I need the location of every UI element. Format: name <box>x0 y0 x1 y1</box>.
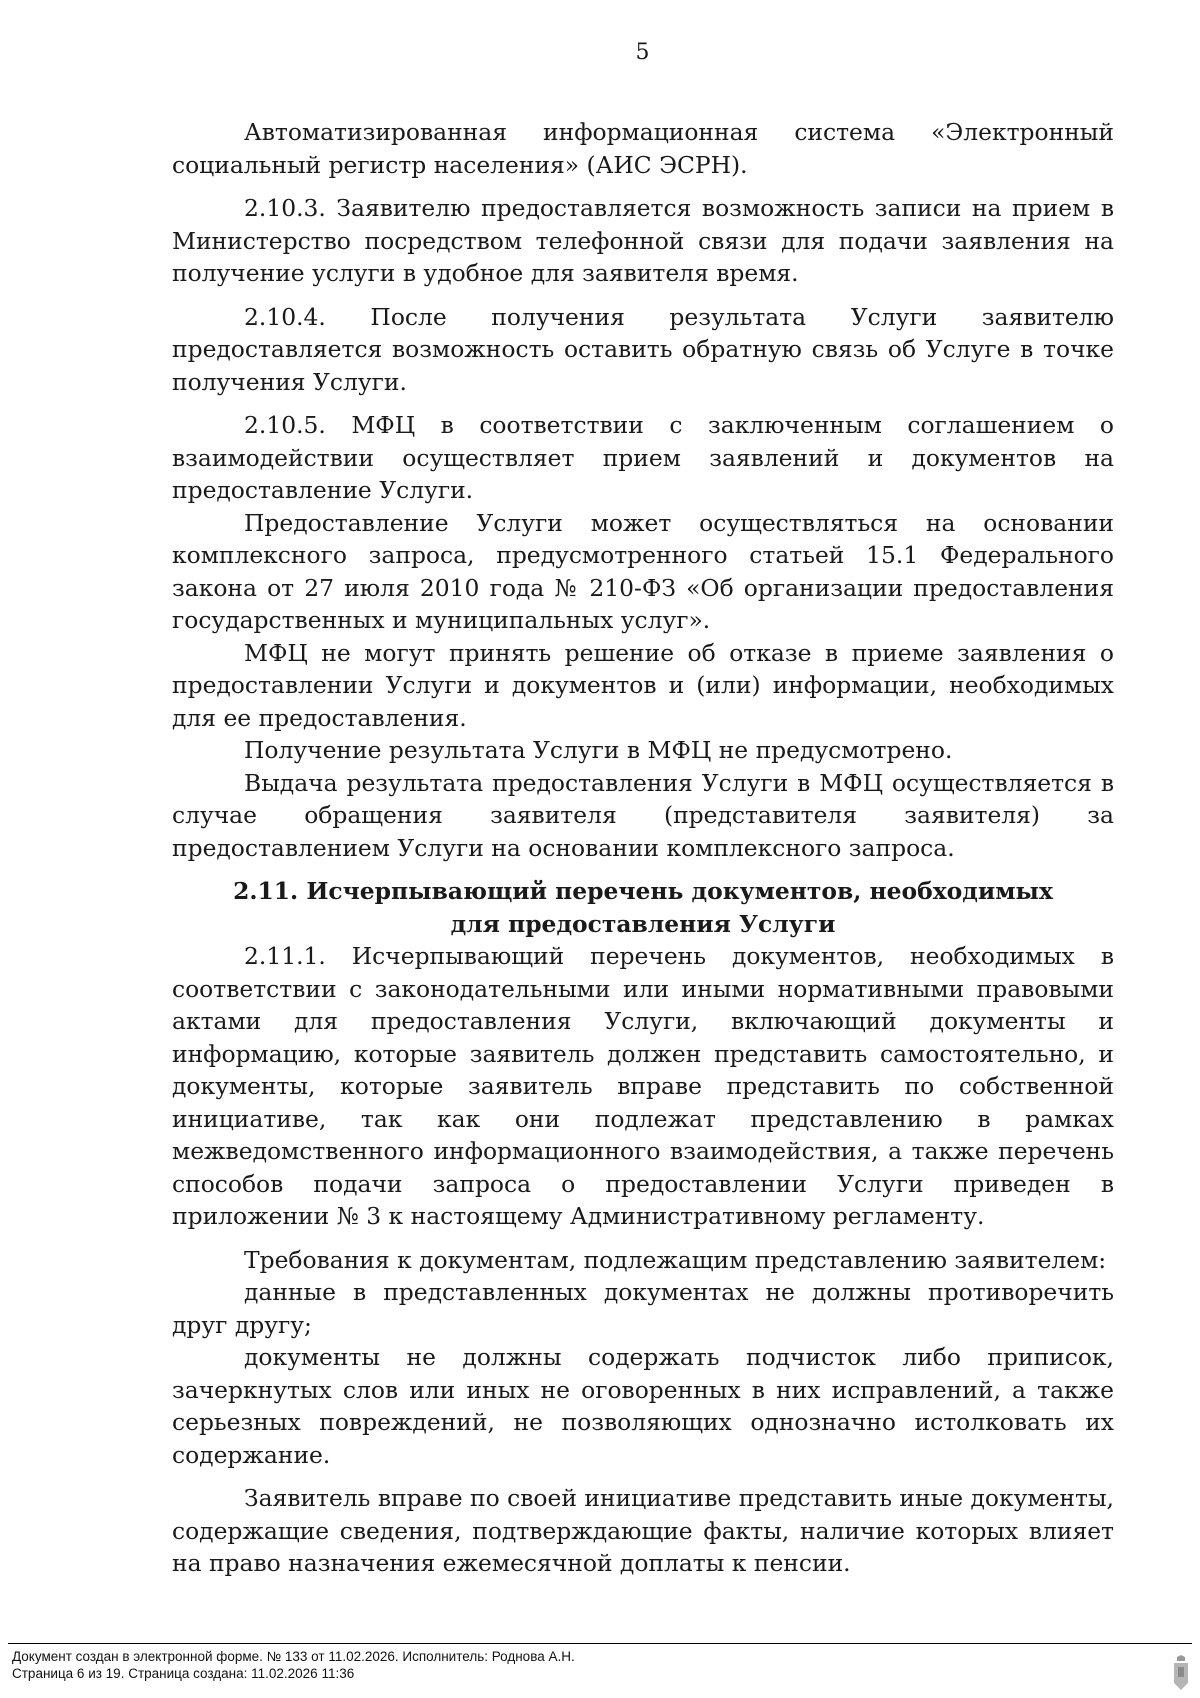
footer-page-info: Страница 6 из 19. Страница создана: 11.02.2026 11:36 <box>12 1666 355 1681</box>
footer-document-info: Документ создан в электронной форме. № 133 от 11.02.2026. Исполнитель: Роднова А.Н. <box>12 1649 575 1664</box>
paragraph-mfc-no-refusal: МФЦ не могут принять решение об отказе в приеме заявления о предоставлении Услуги и документов и (или) информации, необходимых для ее предоставления. <box>172 638 1114 732</box>
paragraph-complex-request: Предоставление Услуги может осуществляться на основании комплексного запроса, предусмотренного статьей 15.1 Федерального закона от 27 июля 2010 года № 210-ФЗ «Об организации предоставления государственных и муниципальных услуг». <box>172 508 1114 634</box>
paragraph-2-10-4: 2.10.4. После получения результата Услуги заявителю предоставляется возможность оставить обратную связь об Услуге в точке получения Услуги. <box>172 302 1114 396</box>
page-number: 5 <box>635 40 650 65</box>
paragraph-2-10-5: 2.10.5. МФЦ в соответствии с заключенным соглашением о взаимодействии осуществляет прием заявлений и документов на предоставление Услуги. <box>172 411 1114 504</box>
paragraph-mfc-result-not-provided: Получение результата Услуги в МФЦ не предусмотрено. <box>244 736 953 764</box>
coat-of-arms-icon <box>1172 1655 1190 1691</box>
paragraph-mfc-result-issuance: Выдача результата предоставления Услуги в МФЦ осуществляется в случае обращения заявителя (представителя заявителя) за предоставлением Услуги на основании комплексного запроса. <box>172 768 1114 862</box>
paragraph-requirement-no-contradiction: данные в представленных документах не должны противоречить друг другу; <box>172 1278 1114 1339</box>
footer-divider <box>8 1643 1192 1644</box>
section-heading-2-11: 2.11. Исчерпывающий перечень документов, необходимых для предоставления Услуги <box>233 877 1053 938</box>
paragraph-2-10-3: 2.10.3. Заявителю предоставляется возможность записи на прием в Министерство посредством телефонной связи для подачи заявления на получение услуги в удобное для заявителя время. <box>172 194 1114 287</box>
paragraph-ais-esrn: Автоматизированная информационная система «Электронный социальный регистр населения» (АИС ЭСРН). <box>172 118 1114 179</box>
footer <box>12 1648 575 1682</box>
paragraph-additional-documents: Заявитель вправе по своей инициативе представить иные документы, содержащие сведения, подтверждающие факты, наличие которых влияет на право назначения ежемесячной доплаты к пенсии. <box>172 1484 1114 1577</box>
paragraph-document-requirements: Требования к документам, подлежащим представлению заявителем: <box>244 1245 1107 1274</box>
paragraph-2-11-1: 2.11.1. Исчерпывающий перечень документов, необходимых в соответствии с законодательными или иными нормативными правовыми актами для предоставления Услуги, включающий документы и информацию, которые заявитель должен представить самостоятельно, и документы, которые заявитель вправе представить по собственной инициативе, так как они подлежат представлению в рамках межведомственного информационного взаимодействия, а также перечень способов подачи запроса о предоставлении Услуги приведен в приложении № 3 к настоящему Административному регламенту. <box>172 942 1114 1230</box>
paragraph-requirement-no-corrections: документы не должны содержать подчисток либо приписок, зачеркнутых слов или иных не оговоренных в них исправлений, а также серьезных повреждений, не позволяющих однозначно истолковать их содержание. <box>172 1343 1114 1469</box>
document-body <box>172 116 1114 1580</box>
